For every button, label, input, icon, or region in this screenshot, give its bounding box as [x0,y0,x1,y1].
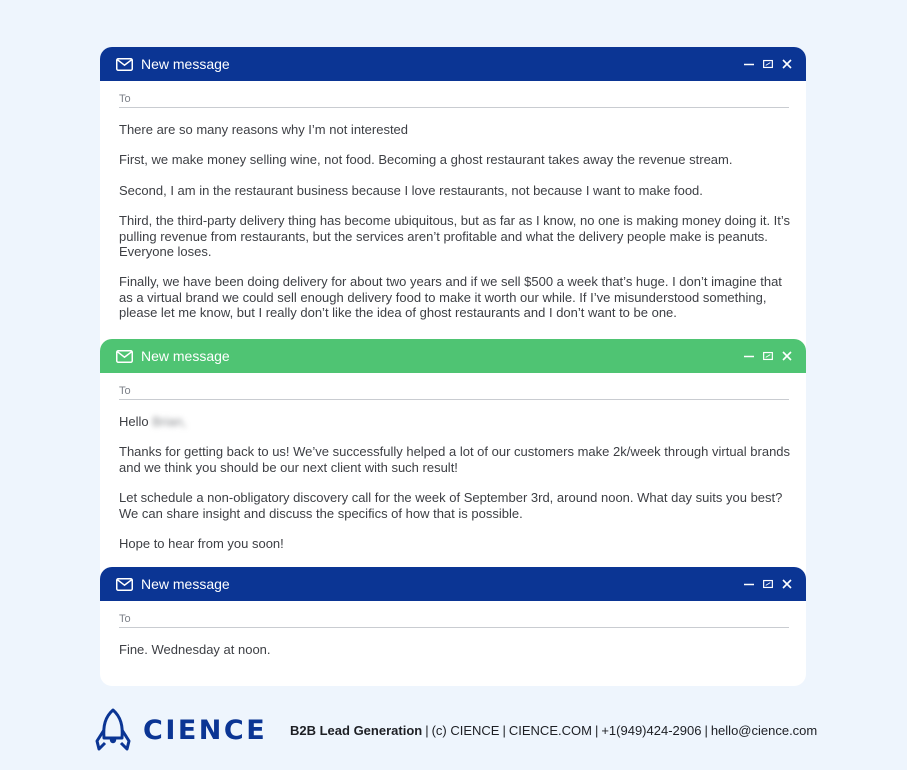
paragraph: Let schedule a non-obligatory discovery call for the week of September 3rd, around noon. What day suits you best? We can share insight and discuss the specifics of how that is possible. [119,490,783,521]
message-body[interactable] [100,628,806,657]
minimize-icon[interactable] [744,351,754,361]
brand-name: CIENCE [143,714,268,746]
separator: | [502,723,506,738]
recipient-name-blurred: Brian, [152,414,187,429]
window-header[interactable] [100,567,806,601]
close-icon[interactable] [782,579,792,589]
close-icon[interactable] [782,59,792,69]
close-icon[interactable] [782,351,792,361]
paragraph: Third, the third-party delivery thing has become ubiquitous, but as far as I know, no one is making money doing it. It’s pulling revenue from restaurants, but the services aren’t profitable and what the delivery people make is peanuts. Everyone loses. [119,213,791,260]
maximize-icon[interactable] [763,59,773,69]
to-field[interactable] [119,373,789,400]
mail-icon [116,350,133,363]
paragraph: Fine. Wednesday at noon. [119,642,271,657]
maximize-icon[interactable] [763,351,773,361]
paragraph: Thanks for getting back to us! We’ve successfully helped a lot of our customers make 2k/week through virtual brands and we think you should be our next client with such result! [119,444,791,475]
paragraph: Second, I am in the restaurant business because I love restaurants, not because I want to make food. [119,182,703,198]
to-label: To [119,93,131,105]
tagline-bold: B2B Lead Generation [290,723,423,738]
to-label: To [119,613,131,625]
message-body[interactable] [100,108,806,321]
to-field[interactable] [119,601,789,628]
mail-icon [116,578,133,591]
cience-logo[interactable] [93,708,267,752]
message-window-1 [100,47,806,377]
mail-icon [116,58,133,71]
separator: | [594,723,599,738]
message-body[interactable] [100,400,806,551]
window-title: New message [141,56,230,72]
separator: | [704,723,708,738]
paragraph: There are so many reasons why I’m not interested [119,122,409,137]
separator: | [425,723,429,738]
paragraph: Hope to hear from you soon! [119,536,284,552]
greeting [119,414,793,429]
paragraph: Finally, we have been doing delivery for about two years and if we sell $500 a week that’s huge. I don’t imagine that as a virtual brand we could sell enough delivery food to make it worth our while. If I’ve misunderstood something, please let me know, but I really don’t like the idea of ghost restaurants and I don’t want to be one. [119,274,782,321]
rocket-logo-icon [93,708,133,752]
to-field[interactable] [119,81,789,108]
greeting-text: Hello [119,414,149,429]
window-title: New message [141,576,230,592]
to-label: To [119,385,131,397]
window-header[interactable] [100,339,806,373]
footer-tagline [290,723,817,738]
minimize-icon[interactable] [744,579,754,589]
email-link[interactable]: hello@cience.com [710,723,818,738]
window-header[interactable] [100,47,806,81]
copyright: (c) CIENCE [431,723,500,738]
footer [0,700,907,762]
minimize-icon[interactable] [744,59,754,69]
message-window-3 [100,567,806,686]
window-title: New message [141,348,230,364]
website-link[interactable]: CIENCE.COM [508,723,592,738]
maximize-icon[interactable] [763,579,773,589]
phone-link[interactable]: +1(949)424-2906 [601,723,702,738]
paragraph: First, we make money selling wine, not food. Becoming a ghost restaurant takes away the revenue stream. [119,152,733,168]
message-window-2 [100,339,806,599]
